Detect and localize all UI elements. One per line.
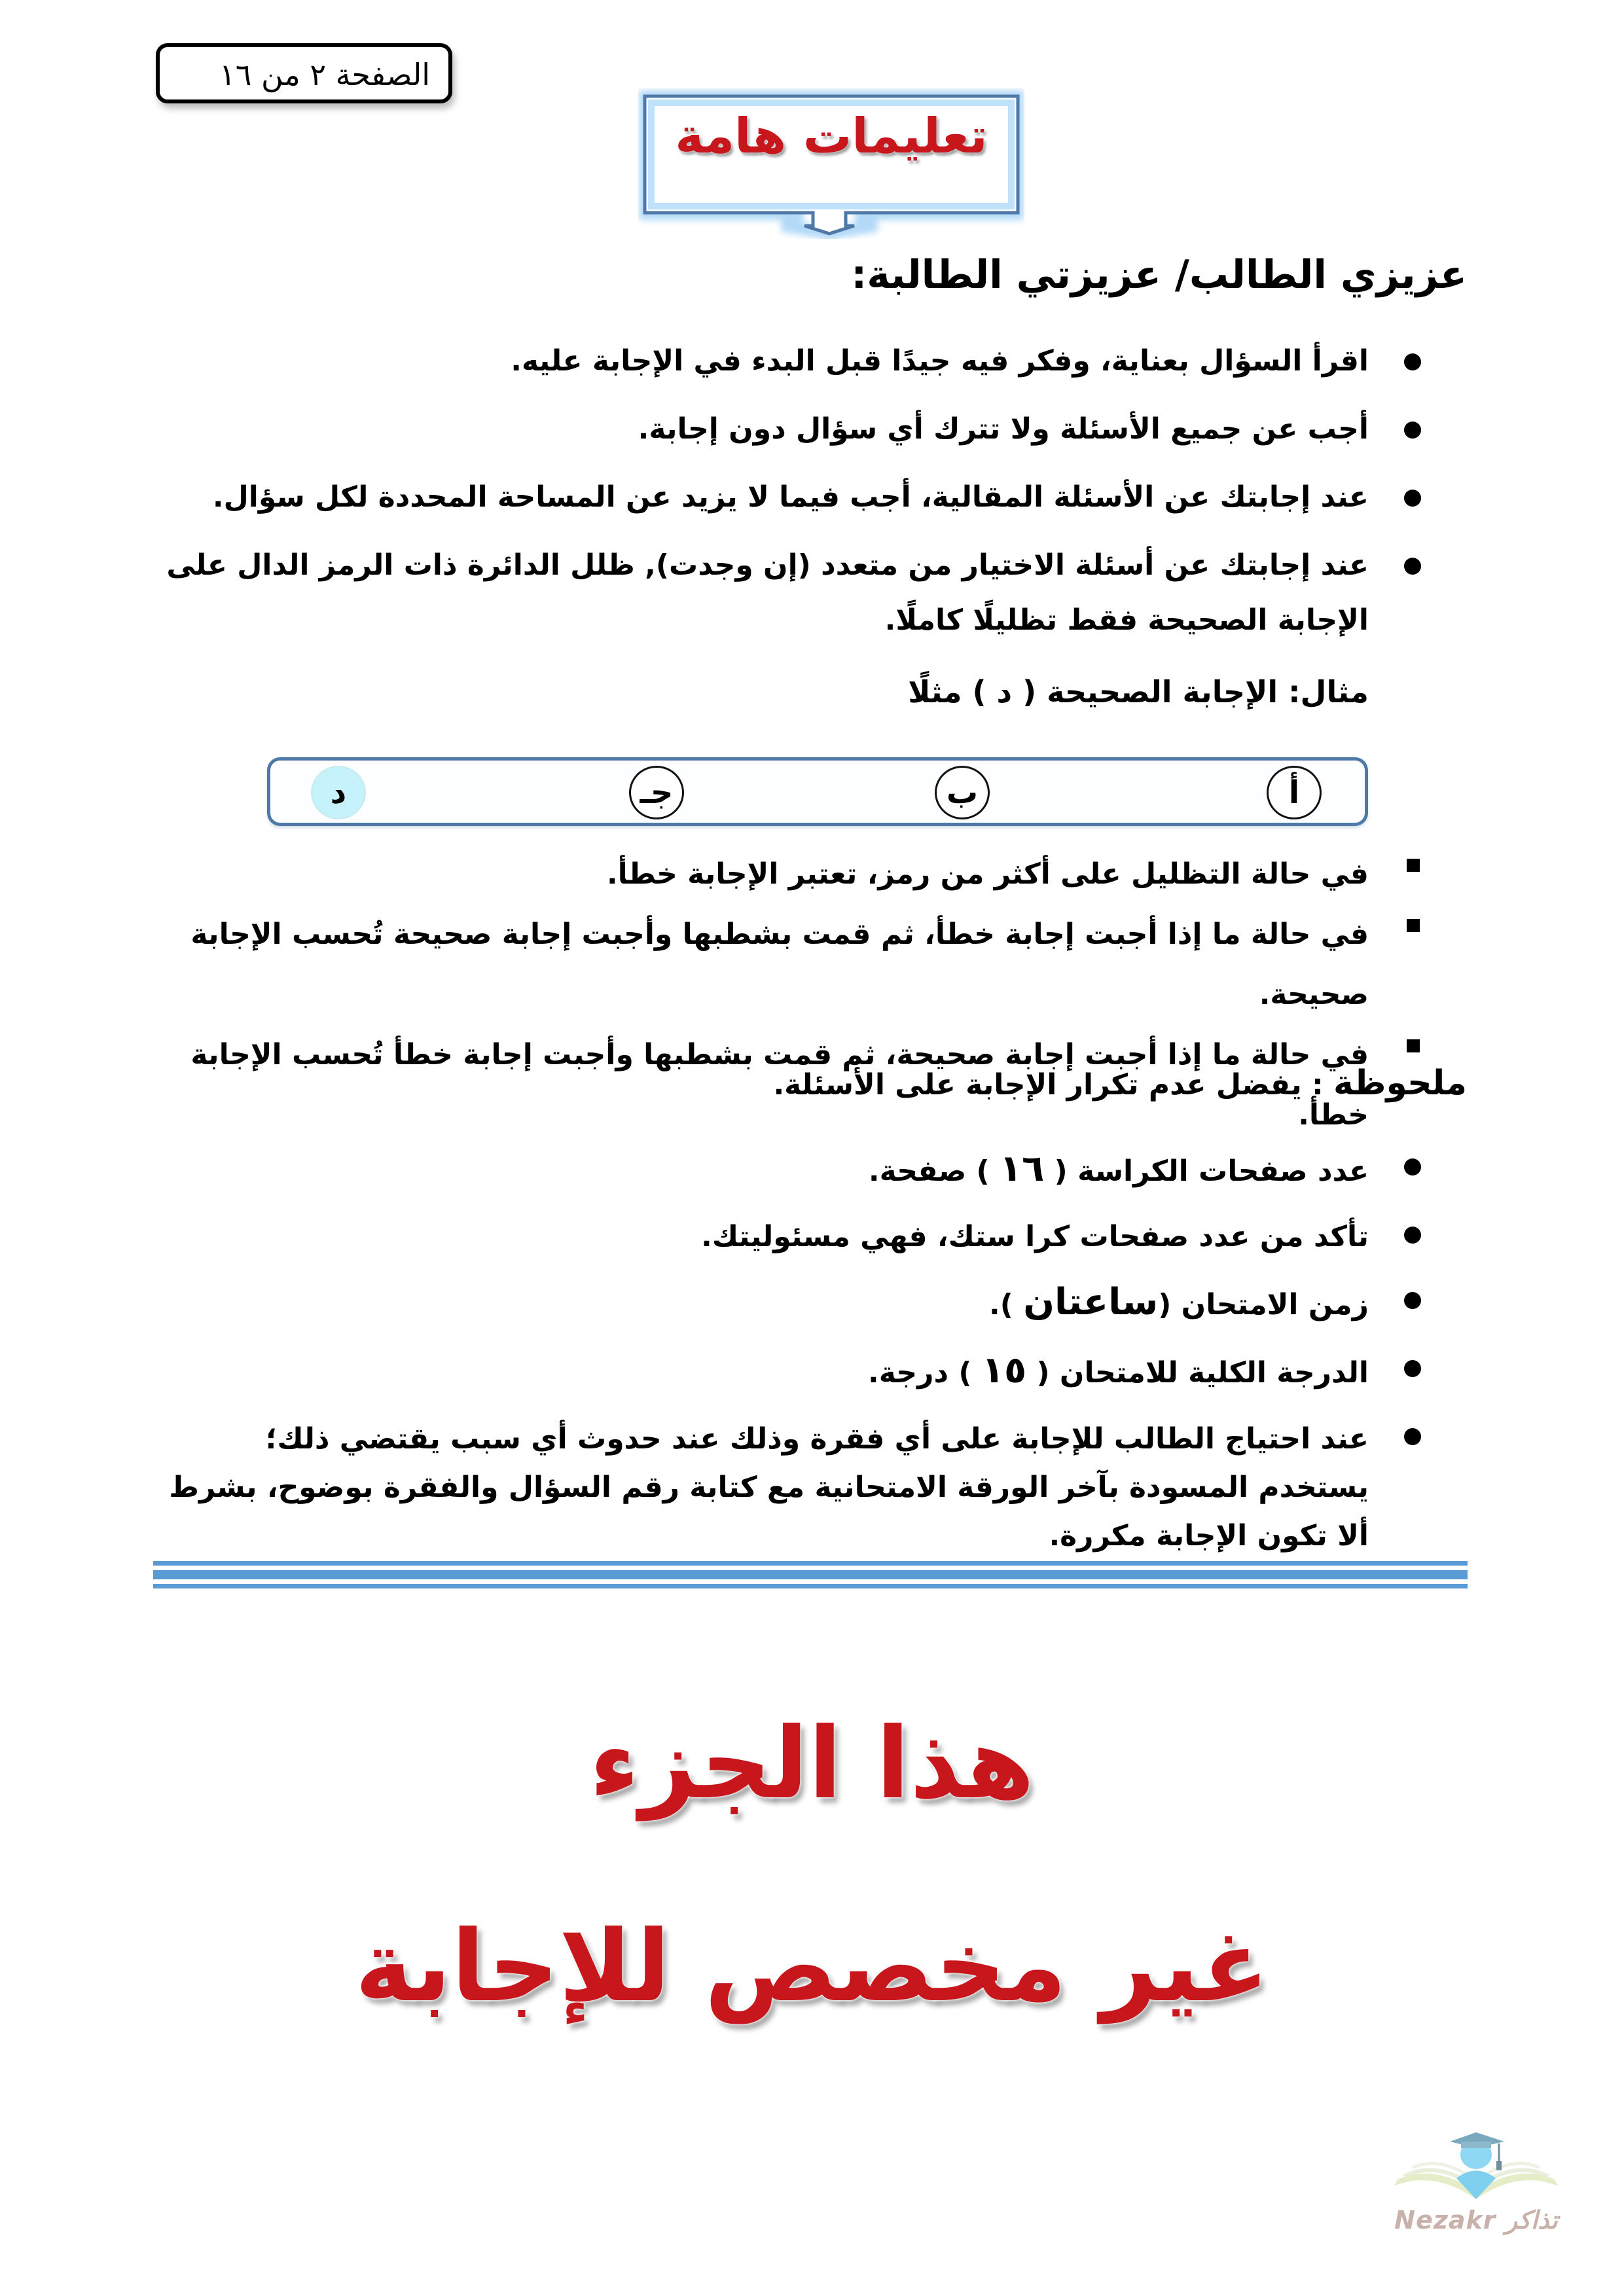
note-label: ملحوظة [1333,1064,1467,1103]
option-symbol: أ [1288,774,1300,811]
note-line [773,1064,1467,1103]
bullet-square-icon [1407,919,1420,932]
instruction-text: أجب عن جميع الأسئلة ولا تترك أي سؤال دون إجابة. [638,412,1369,446]
section-divider [153,1561,1468,1588]
shading-rule-item [158,844,1467,905]
option-symbol: د [330,774,347,811]
exam-info-list [158,1139,1467,1566]
note-separator: : [1301,1068,1333,1102]
title-callout [638,88,1024,239]
bullet-dot-icon [1404,422,1421,439]
shading-rule-text: في حالة التظليل على أكثر من رمز، تعتبر الإجابة خطأ. [606,857,1369,891]
shading-rule-text: في حالة ما إذا أجبت إجابة صحيحة، ثم قمت بشطبها وأجبت إجابة خطأ تُحسب الإجابة خطأ. [190,1038,1369,1132]
draft-usage-item [158,1408,1467,1560]
instruction-text: اقرأ السؤال بعناية، وفكر فيه جيدًا قبل البدء في الإجابة عليه. [511,344,1369,378]
exam-duration-prefix: زمن الامتحان ( [1158,1288,1369,1321]
instruction-text: عند إجابتك عن الأسئلة المقالية، أجب فيما لا يزيد عن المساحة المحددة لكل سؤال. [212,480,1369,514]
answer-example-bar [267,757,1368,826]
instruction-item [158,538,1467,648]
option-symbol: ب [946,774,979,811]
bullet-dot-icon [1404,1360,1421,1377]
bullet-dot-icon [1404,1158,1421,1175]
option-bubble-b [935,766,990,819]
nezakr-logo [1388,2108,1564,2238]
example-label: مثال: الإجابة الصحيحة ( د ) مثلًا [908,674,1369,709]
greeting-heading: عزيزي الطالب/ عزيزتي الطالبة: [851,252,1467,298]
exam-pages-item [158,1139,1467,1202]
bullet-dot-icon [1404,1292,1421,1309]
option-bubble-d-selected [311,766,366,819]
bullet-dot-icon [1404,490,1421,507]
bullet-dot-icon [1404,1227,1421,1244]
not-for-answer-banner [0,1702,1624,2029]
option-symbol: جـ [640,774,674,811]
note-text: يفضل عدم تكرار الإجابة على الأسئلة. [773,1068,1302,1102]
total-score-prefix: الدرجة الكلية للامتحان ( [1026,1356,1369,1390]
divider-line-thick [153,1570,1468,1579]
page-number-label: الصفحة ٢ من ١٦ [219,57,430,92]
banner-line-2: غير مخصص للإجابة [355,1910,1269,2024]
graduate-book-icon [1388,2108,1564,2206]
banner-line-1: هذا الجزء [589,1707,1035,1821]
exam-duration-item [158,1272,1467,1335]
instruction-item [158,470,1467,525]
draft-usage-text: عند احتياج الطالب للإجابة على أي فقرة وذلك عند حدوث أي سبب يقتضي ذلك؛ يستخدم المسودة بآخر الورقة الامتحانية مع كتابة رقم السؤال والفقرة بوضوح، بشرط ألا تكون الإجابة مكررة. [169,1422,1369,1552]
divider-line-thin-top [153,1561,1468,1566]
divider-line-thin-bottom [153,1584,1468,1588]
page-number-box [156,43,452,103]
option-bubble-c [629,766,684,819]
instructions-list [158,334,1467,661]
instruction-item [158,334,1467,389]
exam-duration-suffix: ). [989,1288,1024,1321]
total-score-suffix: ) درجة. [868,1356,982,1390]
check-pages-item [158,1207,1467,1267]
shading-rule-item [158,905,1467,1025]
total-score-value: ١٥ [981,1349,1027,1391]
total-score-item [158,1340,1467,1403]
callout-title: تعليمات هامة [675,108,988,164]
exam-pages-prefix: عدد صفحات الكراسة ( [1044,1155,1369,1188]
option-bubble-a [1267,766,1322,819]
instruction-item [158,402,1467,457]
bullet-dot-icon [1404,1428,1421,1445]
bullet-square-icon [1407,859,1420,872]
exam-pages-value: ١٦ [999,1147,1045,1190]
bullet-dot-icon [1404,558,1421,575]
bullet-dot-icon [1404,353,1421,370]
logo-text: Nezakr تذاكر [1394,2206,1558,2234]
instruction-text: عند إجابتك عن أسئلة الاختيار من متعدد (إن وجدت), ظلل الدائرة ذات الرمز الدال على الإجابة الصحيحة فقط تظليلًا كاملًا. [166,548,1369,637]
bullet-square-icon [1407,1039,1420,1052]
exam-duration-value: ساعتان [1023,1281,1159,1323]
check-pages-text: تأكد من عدد صفحات كرا ستك، فهي مسئوليتك. [701,1220,1369,1253]
exam-pages-suffix: ) صفحة. [868,1155,1000,1188]
shading-rule-text: في حالة ما إذا أجبت إجابة خطأ، ثم قمت بشطبها وأجبت إجابة صحيحة تُحسب الإجابة صحيحة. [190,918,1369,1011]
